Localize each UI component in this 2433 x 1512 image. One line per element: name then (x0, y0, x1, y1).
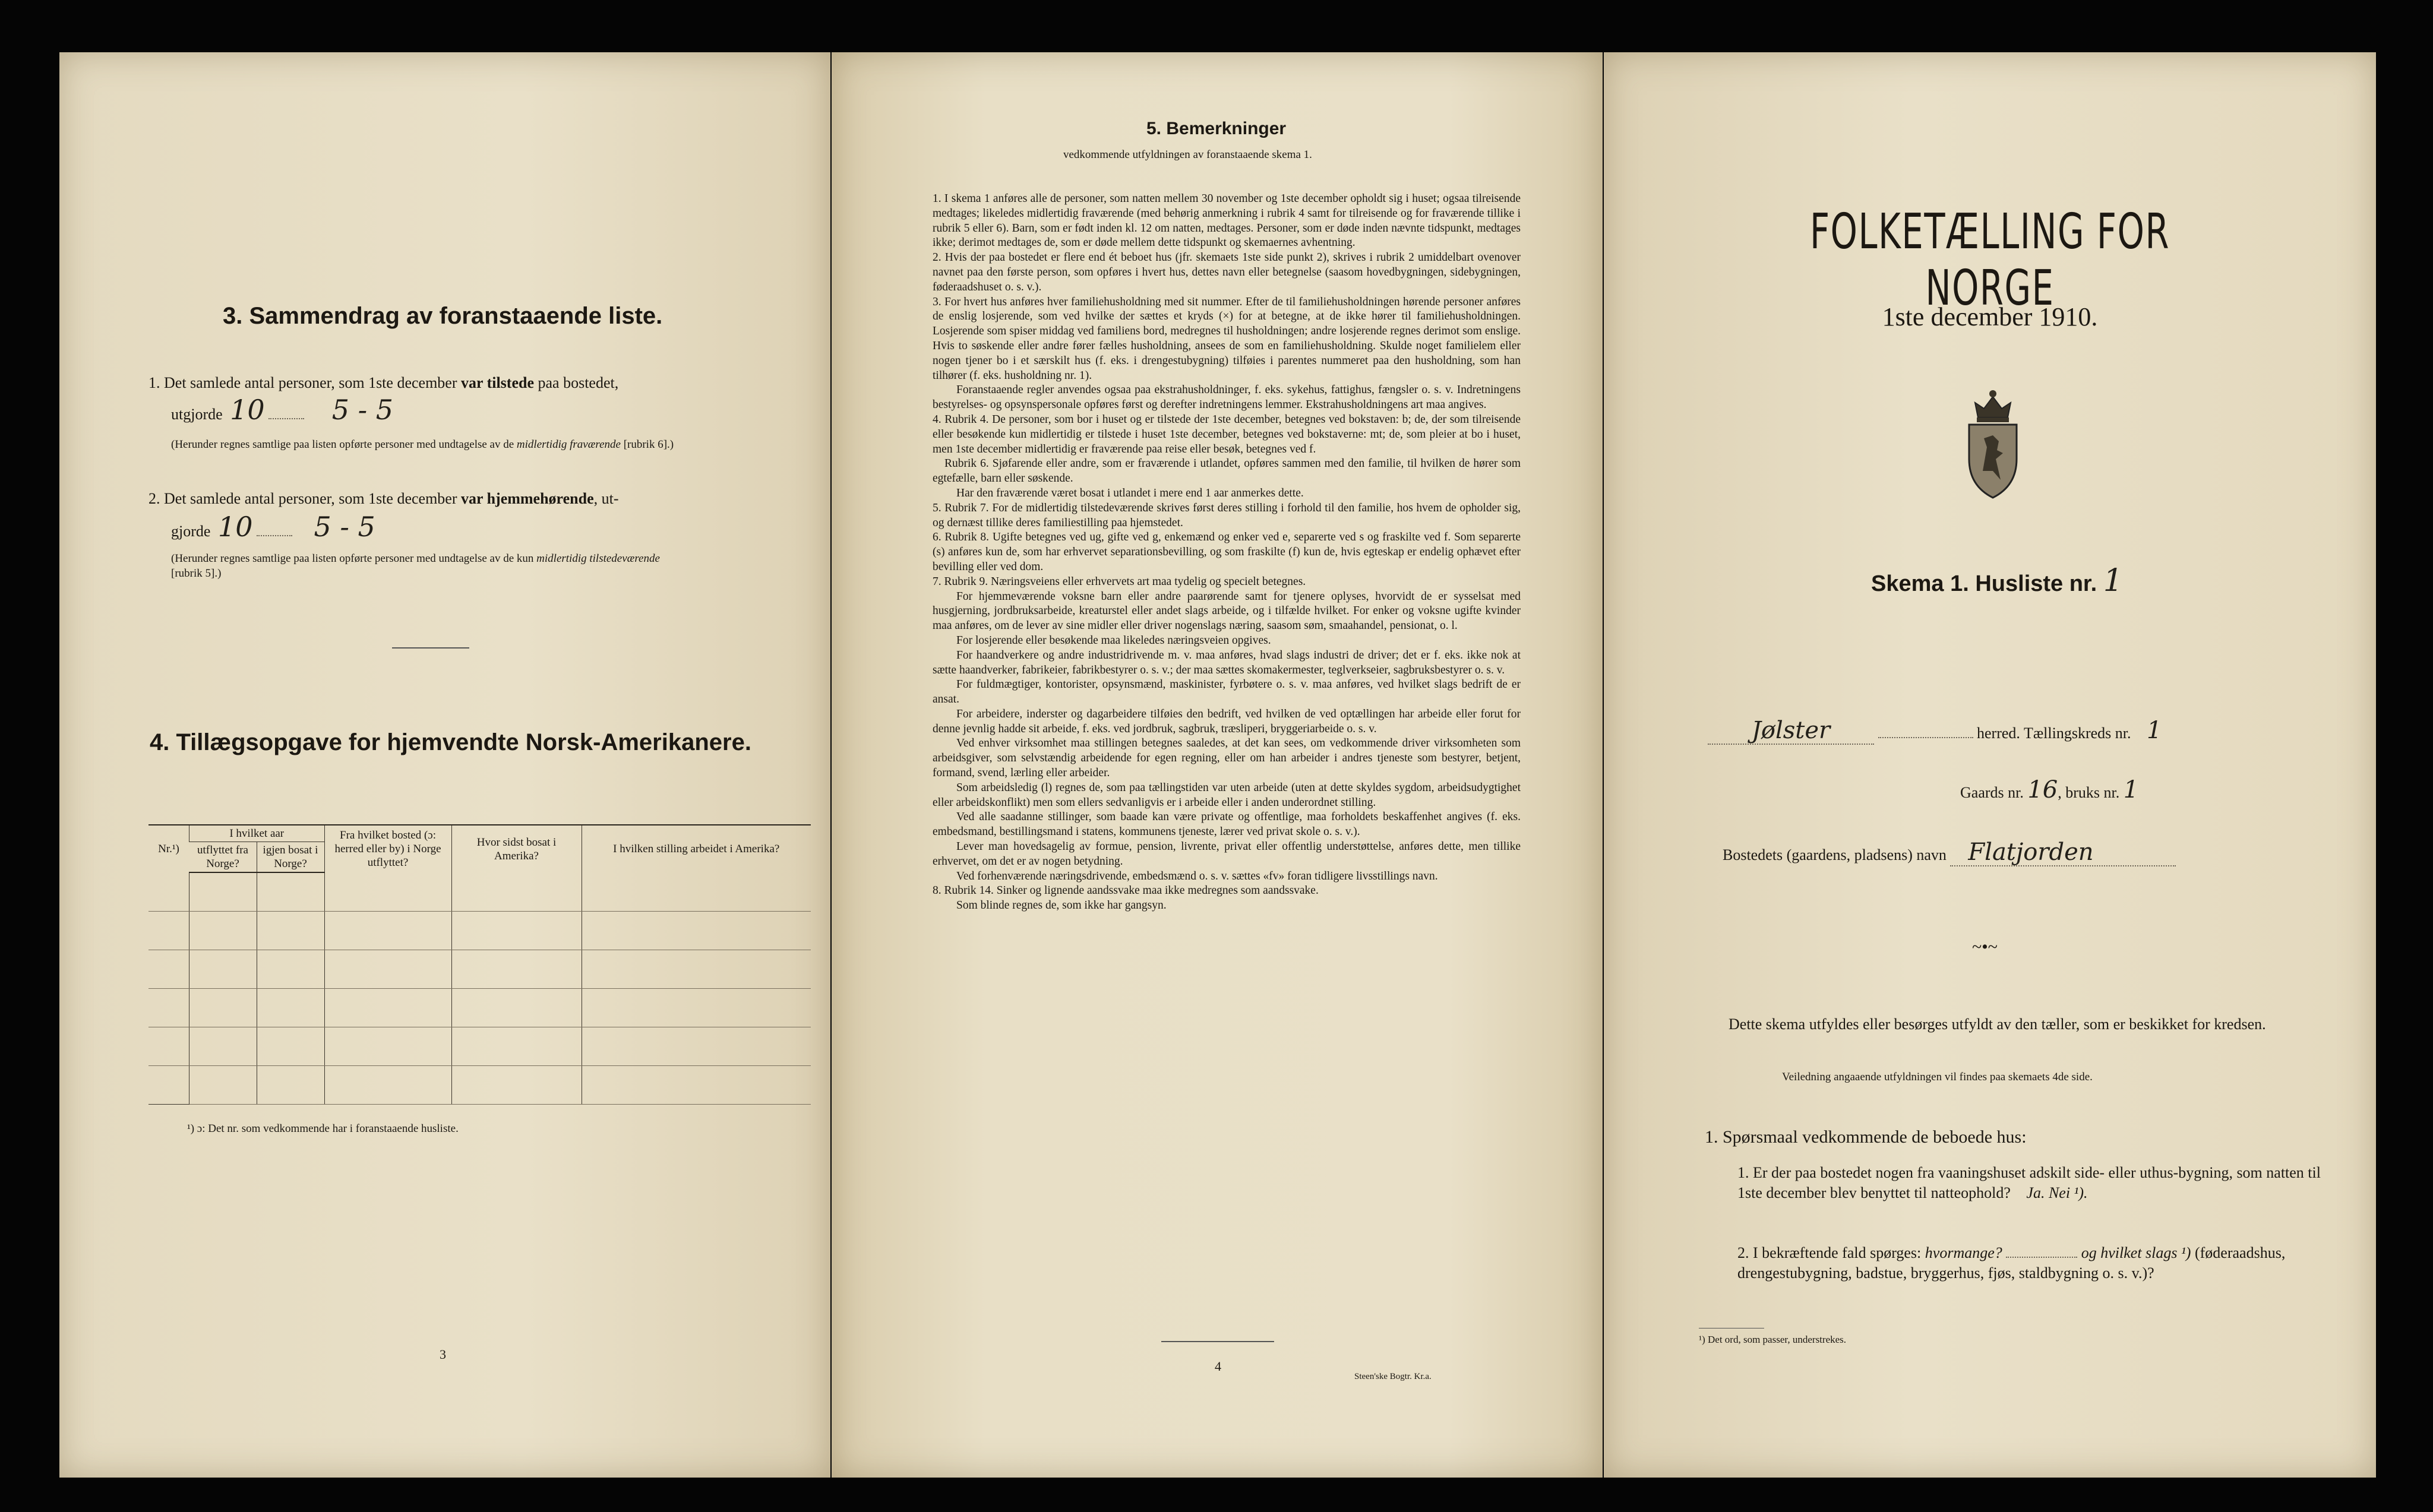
remark-7a: For hjemmeværende voksne barn eller andre paarørende samt for tjenere oplyses, hvorvidt de er sysselsat med husgjerning, jordbruksarbeide, kreaturstel eller andet slags arbeide, og i tilfælde hvilket. For enker og voksne ugifte kvinder maa anføres, om de lever av sine midler eller driver nogenslags næring, saasom søm, smaahandel, pensionat, o. l. (933, 590, 1521, 632)
section3-q2-answer: gjorde 10 5 - 5 (171, 511, 375, 543)
section3-q1-answer: utgjorde 10 5 - 5 (171, 394, 394, 426)
remark-4c: Har den fraværende været bosat i utlandet i mere end 1 aar anmerkes dette. (956, 486, 1304, 499)
guidance: Veiledning angaaende utfyldningen vil findes paa skemaets 4de side. (1782, 1071, 2093, 1083)
col-occupation: I hvilken stilling arbeidet i Amerika? (582, 825, 811, 872)
table-row (148, 950, 811, 989)
question-2: 2. I bekræftende fald spørges: hvormange? og hvilket slags ¹) (føderaadshus, drengestubygning, badstue, bryggerhus, fjøs, staldbygning o. s. v.)? (1737, 1244, 2286, 1282)
remarks-title: 5. Bemerkninger (1146, 119, 1287, 138)
right-page (1604, 52, 2376, 1478)
remark-7e: For arbeidere, inderster og dagarbeidere tilføies den bedrift, ved hvilken de ved optællingen har arbeide eller forut for denne jevnlig hadde sit arbeide, f. eks. ved jordbruk, sagbruk, træsliperi, bryggeriarbeide o. s. v. (933, 707, 1521, 735)
gaards-value: 16 (2027, 776, 2058, 804)
remark-7b: For losjerende eller besøkende maa likeledes næringsveien opgives. (956, 634, 1271, 647)
ornament: ~•~ (1972, 937, 1998, 957)
middle-page (832, 52, 1603, 1478)
printer-mark: Steen'ske Bogtr. Kr.a. (1354, 1372, 1432, 1381)
instruction: Dette skema utfyldes eller besørges utfyldt av den tæller, som er beskikket for kredsen. (1729, 1016, 2266, 1033)
remark-2: 2. Hvis der paa bostedet er flere end ét beboet hus (jfr. skemaets 1ste side punkt 2), skrives i rubrik 2 umiddelbart ovenover navnet paa den første person, som opføres i hvert hus, dettes navn eller betegnelse (saasom hovedbygningen, sidebygningen, føderaadshuset o. s. v.). (933, 251, 1521, 293)
remark-3b: Foranstaaende regler anvendes ogsaa paa ekstrahusholdninger, f. eks. sykehus, fattighus, fængsler o. s. v. Indretningens bestyrelses- og opsynspersonale opføres først og derefter indretningens lemmer. Ekstrahusholdningens art maa angives. (933, 384, 1521, 412)
section4-table (148, 825, 811, 1105)
herred-label: herred. (1977, 725, 2020, 742)
questions-title: 1. Spørsmaal vedkommende de beboede hus: (1705, 1127, 2027, 1147)
q2-split: 5 - 5 (314, 511, 375, 543)
kreds-label: Tællingskreds nr. (2023, 725, 2131, 742)
norwegian-coat-of-arms-icon (1960, 382, 2026, 501)
schema-nr: 1 (2103, 563, 2123, 599)
col-last-america: Hvor sidst bosat i Amerika? (451, 825, 582, 872)
remark-7h: Ved alle saadanne stillinger, som baade kan være private og offentlige, maa forholdets beskaffenhet angives (f. eks. embedsmand, bestillingsmand i statens, kommunens tjeneste, lærer ved privat skole o. s. v.). (933, 811, 1521, 839)
page-number: 3 (440, 1347, 446, 1362)
q1-answer: Ja. Nei ¹). (2026, 1184, 2088, 1201)
remark-7d: For fuldmægtiger, kontorister, opsynsmænd, maskinister, fyrbøtere o. s. v. maa anføres, ved hvilket slags bedrift de er ansat. (933, 678, 1521, 706)
remark-1: 1. I skema 1 anføres alle de personer, som natten mellem 30 november og 1ste december opholdt sig i huset; ogsaa tilreisende medtages; likeledes midlertidig fraværende (med behørig anmerkning i rubrik 4 samt for tilreisende og for fraværende tillike i rubrik 5 eller 6). Barn, som er født inden kl. 12 om natten, medtages. Personer, som er døde inden nævnte tidspunkt, medtages ikke; derimot medtages de, som er døde mellem dette tidspunkt og skemaernes avhentning. (933, 192, 1521, 249)
table-row (148, 1066, 811, 1105)
herred-line (1708, 717, 2337, 745)
question-1: 1. Er der paa bostedet nogen fra vaaningshuset adskilt side- eller uthus-bygning, som natten til 1ste december blev benyttet til natteophold? Ja. Nei ¹). (1737, 1164, 2321, 1201)
col-emigrated: utflyttet fra Norge? (189, 842, 257, 873)
remark-3: 3. For hvert hus anføres hver familiehusholdning med sit nummer. Efter de til familiehusholdningen hørende personer anføres de enslig losjerende, som ved hvilke der sættes et kryds (×) for at betegne, at de ikke hører til familiehusholdningen. Losjerende som spiser middag ved familiens bord, medregnes til husholdningen; andre losjerende regnes derimot som enslige. Hvis to søskende eller andre fører fælles husholdning, ansees de som en familiehusholdning. Skulde noget familielem eller nogen tjener bo i et særskilt hus (f. eks. i drengestubygning) tilføies i parentes nummeret paa den husholdning, som han tilhører (f. eks. husholdning nr. 1). (933, 295, 1521, 382)
remark-8: 8. Rubrik 14. Sinker og lignende aandssvake maa ikke medregnes som aandssvake. (933, 884, 1319, 897)
herred-value: Jølster (1751, 717, 1831, 744)
col-group-year: I hvilket aar (189, 825, 325, 842)
remark-7: 7. Rubrik 9. Næringsveiens eller erhvervets art maa tydelig og specielt betegnes. (933, 575, 1306, 588)
bruks-value: 1 (2123, 776, 2139, 804)
col-nr: Nr.¹) (158, 843, 179, 855)
table-row (148, 989, 811, 1027)
table-row (148, 1027, 811, 1066)
q2-value: 10 (217, 511, 253, 543)
census-title: FOLKETÆLLING FOR NORGE (1810, 204, 2170, 317)
remark-7f: Ved enhver virksomhet maa stillingen betegnes saaledes, at det kan sees, om vedkommende driver virksomheten som arbeidsgiver, som selvstændig arbeidende for egen regning, eller om han arbeider i andres tjeneste som bestyrer, betjent, formand, svend, lærling eller arbeider. (933, 737, 1521, 780)
remark-4b: Rubrik 6. Sjøfarende eller andre, som er fraværende i utlandet, opføres sammen med den familie, til hvilken de hører som egtefælle, barn eller søskende. (933, 457, 1521, 485)
remarks-subtitle: vedkommende utfyldningen av foranstaaende skema 1. (1063, 148, 1312, 161)
table-row (148, 872, 811, 912)
left-page (59, 52, 830, 1478)
section4-title: 4. Tillægsopgave for hjemvendte Norsk-Amerikanere. (150, 729, 751, 755)
section4-footnote: ¹) ɔ: Det nr. som vedkommende har i foranstaaende husliste. (187, 1122, 459, 1135)
remark-6: 6. Rubrik 8. Ugifte betegnes ved ug, gifte ved g, enkemænd og enker ved e, separerte ved s og fraskilte ved f. Som separerte (s) anføres kun de, som har erhvervet separationsbevilling, og som fraskilte (f) kun de, hvis egteskap er endelig ophævet efter bevilling eller ved dom. (933, 531, 1521, 573)
section3-title: 3. Sammendrag av foranstaaende liste. (223, 303, 663, 329)
page-number: 4 (1215, 1359, 1221, 1374)
section3-q2: 2. Det samlede antal personer, som 1ste december var hjemmehørende, ut- (148, 490, 619, 507)
remark-4: 4. Rubrik 4. De personer, som bor i huset og er tilstede der 1ste december, betegnes ved bokstaven: b; de, der som tilreisende eller besøkende kun midlertidig er tilstede i huset 1ste december, betegnes ved bokstaverne: mt; de, som pleier at bo i huset, men 1ste december midlertidig er fraværende paa reise eller besøk, betegnes ved f. (933, 413, 1521, 456)
divider (392, 647, 469, 649)
section3-q1-note: (Herunder regnes samtlige paa listen opførte personer med undtagelse av de midlertidig fraværende [rubrik 6].) (171, 438, 674, 451)
bosted-line: Bostedets (gaardens, pladsens) navn Flatjorden (1723, 842, 2352, 866)
table-row (148, 912, 811, 950)
section4-table-wrap (148, 824, 811, 1105)
remark-7i: Lever man hovedsagelig av formue, pension, livrente, privat eller offentlig understøttelse, anføres dette, men tillike erhvervet, om det er av nogen betydning. (933, 840, 1521, 868)
remark-8b: Som blinde regnes de, som ikke har gangsyn. (956, 899, 1167, 912)
remarks-text (933, 192, 1521, 913)
remark-7c: For haandverkere og andre industridrivende m. v. maa anføres, hvad slags industri de driver; det er f. eks. ikke nok at sætte haandverker, fabrikeier, fabrikbestyrer o. s. v.; der maa sættes skomakermester, teglverkseier, sagbruksbestyrer o. s. v. (933, 649, 1521, 676)
schema-line: Skema 1. Husliste nr. 1 (1871, 563, 2123, 599)
remark-7j: Ved forhenværende næringsdrivende, embedsmænd o. s. v. sættes «fv» foran tidligere livsstillings navn. (956, 869, 1438, 882)
section3-q2-note: (Herunder regnes samtlige paa listen opførte personer med undtagelse av de kun midlertidig tilstedeværende [rubrik 5].) (171, 552, 660, 580)
right-footnote: ¹) Det ord, som passer, understrekes. (1699, 1334, 1847, 1345)
col-returned: igjen bosat i Norge? (257, 842, 324, 873)
divider (1161, 1341, 1274, 1342)
remark-5: 5. Rubrik 7. For de midlertidig tilstedeværende skrives først deres stilling i forhold til den familie, hos hvem de opholder sig, og dernæst tillike deres familiestilling paa hjemstedet. (933, 501, 1521, 529)
col-from-place: Fra hvilket bosted (ɔ: herred eller by) i Norge utflyttet? (324, 825, 451, 872)
section3-q1: 1. Det samlede antal personer, som 1ste december var tilstede paa bostedet, (148, 374, 619, 391)
bosted-value: Flatjorden (1968, 839, 2094, 866)
gaards-line: Gaards nr. 16, bruks nr. 1 (1960, 776, 2139, 804)
q1-split: 5 - 5 (331, 394, 394, 426)
census-date: 1ste december 1910. (1882, 302, 2098, 331)
q1-value: 10 (230, 394, 265, 426)
kreds-value: 1 (2147, 717, 2162, 744)
remark-7g: Som arbeidsledig (l) regnes de, som paa tællingstiden var uten arbeide (uten at dette skyldes sygdom, arbeidsudygtighet eller arbeidskonflikt) men som ellers sedvanligvis er i arbeide eller i anden underordnet stilling. (933, 781, 1521, 809)
